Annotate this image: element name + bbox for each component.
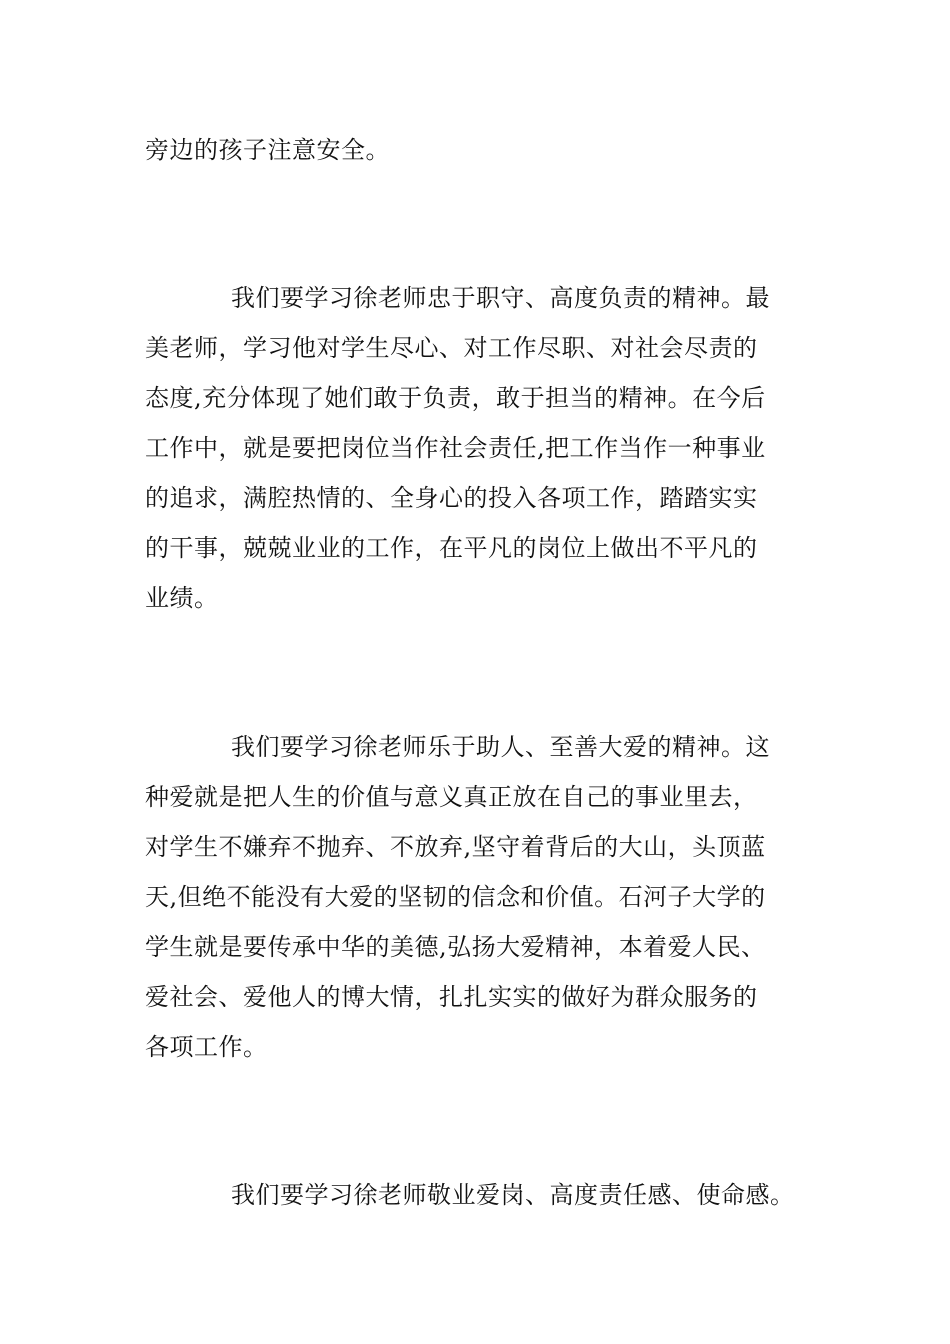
paragraph-dedication	[145, 273, 825, 623]
text-line: 种爱就是把人生的价值与意义真正放在自己的事业里去，	[145, 783, 758, 811]
text-line: 的追求，满腔热情的、全身心的投入各项工作，踏踏实实	[145, 484, 758, 512]
text-line: 各项工作。	[145, 1033, 268, 1061]
text-line: 工作中，就是要把岗位当作社会责任,把工作当作一种事业	[145, 434, 766, 462]
text-line: 学生就是要传承中华的美德,弘扬大爱精神，本着爱人民、	[145, 933, 766, 961]
text-line: 美老师，学习他对学生尽心、对工作尽职、对社会尽责的	[145, 334, 758, 362]
paragraph-love	[145, 722, 825, 1072]
text-line: 爱社会、爱他人的博大情，扎扎实实的做好为群众服务的	[145, 983, 758, 1011]
text-line: 我们要学习徐老师忠于职守、高度负责的精神。最	[231, 284, 770, 312]
text-line: 旁边的孩子注意安全。	[145, 136, 390, 164]
text-line: 的干事，兢兢业业的工作，在平凡的岗位上做出不平凡的	[145, 534, 758, 562]
text-line: 我们要学习徐老师敬业爱岗、高度责任感、使命感。	[231, 1181, 795, 1209]
text-line: 态度,充分体现了她们敢于负责，敢于担当的精神。在今后	[145, 384, 766, 412]
text-line: 天,但绝不能没有大爱的坚韧的信念和价值。石河子大学的	[145, 883, 766, 911]
paragraph-continuation	[145, 125, 825, 175]
paragraph-responsibility	[145, 1170, 825, 1220]
text-line: 业绩。	[145, 584, 219, 612]
text-line: 对学生不嫌弃不抛弃、不放弃,坚守着背后的大山，头顶蓝	[145, 833, 766, 861]
text-line: 我们要学习徐老师乐于助人、至善大爱的精神。这	[231, 733, 770, 761]
